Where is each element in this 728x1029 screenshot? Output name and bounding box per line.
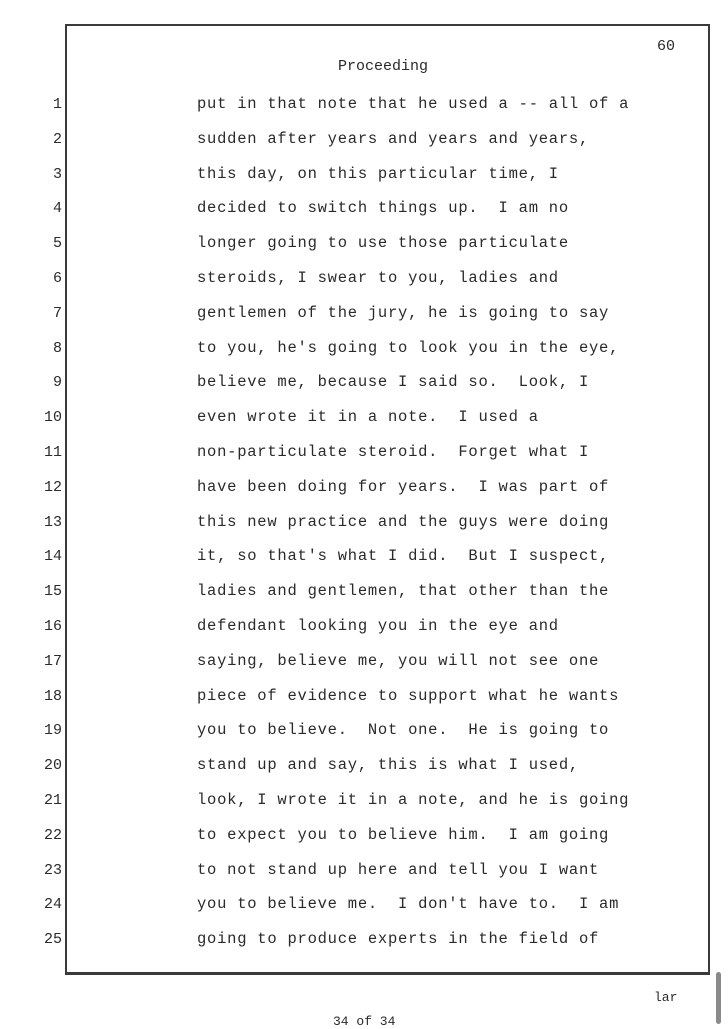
transcript-line-text: look, I wrote it in a note, and he is going [197,791,630,809]
line-number: 6 [52,270,62,287]
line-number: 15 [43,583,62,600]
line-number: 16 [43,618,62,635]
transcript-line-text: this day, on this particular time, I [197,165,559,183]
line-number: 14 [43,548,62,565]
page-count: 34 of 34 [333,1014,396,1029]
line-number: 7 [52,305,62,322]
transcript-line-text: saying, believe me, you will not see one [197,652,600,670]
reporter-initials: lar [654,990,678,1005]
transcript-line-text: it, so that's what I did. But I suspect, [197,547,610,565]
transcript-line-text: put in that note that he used a -- all of a [197,95,630,113]
page-number: 60 [657,38,676,55]
transcript-line-text: this new practice and the guys were doing [197,513,610,531]
line-number: 21 [43,792,62,809]
line-number: 2 [52,131,62,148]
line-number: 9 [52,374,62,391]
transcript-line-text: decided to switch things up. I am no [197,199,569,217]
transcript-line-text: longer going to use those particulate [197,234,569,252]
line-number: 12 [43,479,62,496]
line-number: 5 [52,235,62,252]
line-number: 18 [43,688,62,705]
transcript-line-text: you to believe me. I don't have to. I am [197,895,620,913]
transcript-line-text: defendant looking you in the eye and [197,617,559,635]
line-number: 19 [43,722,62,739]
line-number: 1 [52,96,62,113]
line-number: 17 [43,653,62,670]
scrollbar-thumb[interactable] [716,972,721,1024]
transcript-line-text: believe me, because I said so. Look, I [197,373,590,391]
line-number: 25 [43,931,62,948]
transcript-line-text: have been doing for years. I was part of [197,478,610,496]
transcript-line-text: gentlemen of the jury, he is going to say [197,304,610,322]
line-number: 20 [43,757,62,774]
line-number: 8 [52,340,62,357]
line-number: 10 [43,409,62,426]
transcript-line-text: piece of evidence to support what he wants [197,687,620,705]
line-number: 13 [43,514,62,531]
line-number: 24 [43,896,62,913]
transcript-line-text: to you, he's going to look you in the eye, [197,339,620,357]
transcript-line-text: going to produce experts in the field of [197,930,600,948]
line-number: 23 [43,862,62,879]
transcript-line-text: to expect you to believe him. I am going [197,826,610,844]
transcript-line-text: steroids, I swear to you, ladies and [197,269,559,287]
transcript-line-text: non-particulate steroid. Forget what I [197,443,590,461]
transcript-line-text: sudden after years and years and years, [197,130,590,148]
line-number: 4 [52,200,62,217]
transcript-line-text: ladies and gentlemen, that other than the [197,582,610,600]
page-header-title: Proceeding [338,58,429,75]
line-number: 3 [52,166,62,183]
transcript-line-text: stand up and say, this is what I used, [197,756,579,774]
transcript-line-text: even wrote it in a note. I used a [197,408,539,426]
line-number: 11 [43,444,62,461]
line-number: 22 [43,827,62,844]
transcript-line-text: you to believe. Not one. He is going to [197,721,610,739]
transcript-line-text: to not stand up here and tell you I want [197,861,600,879]
